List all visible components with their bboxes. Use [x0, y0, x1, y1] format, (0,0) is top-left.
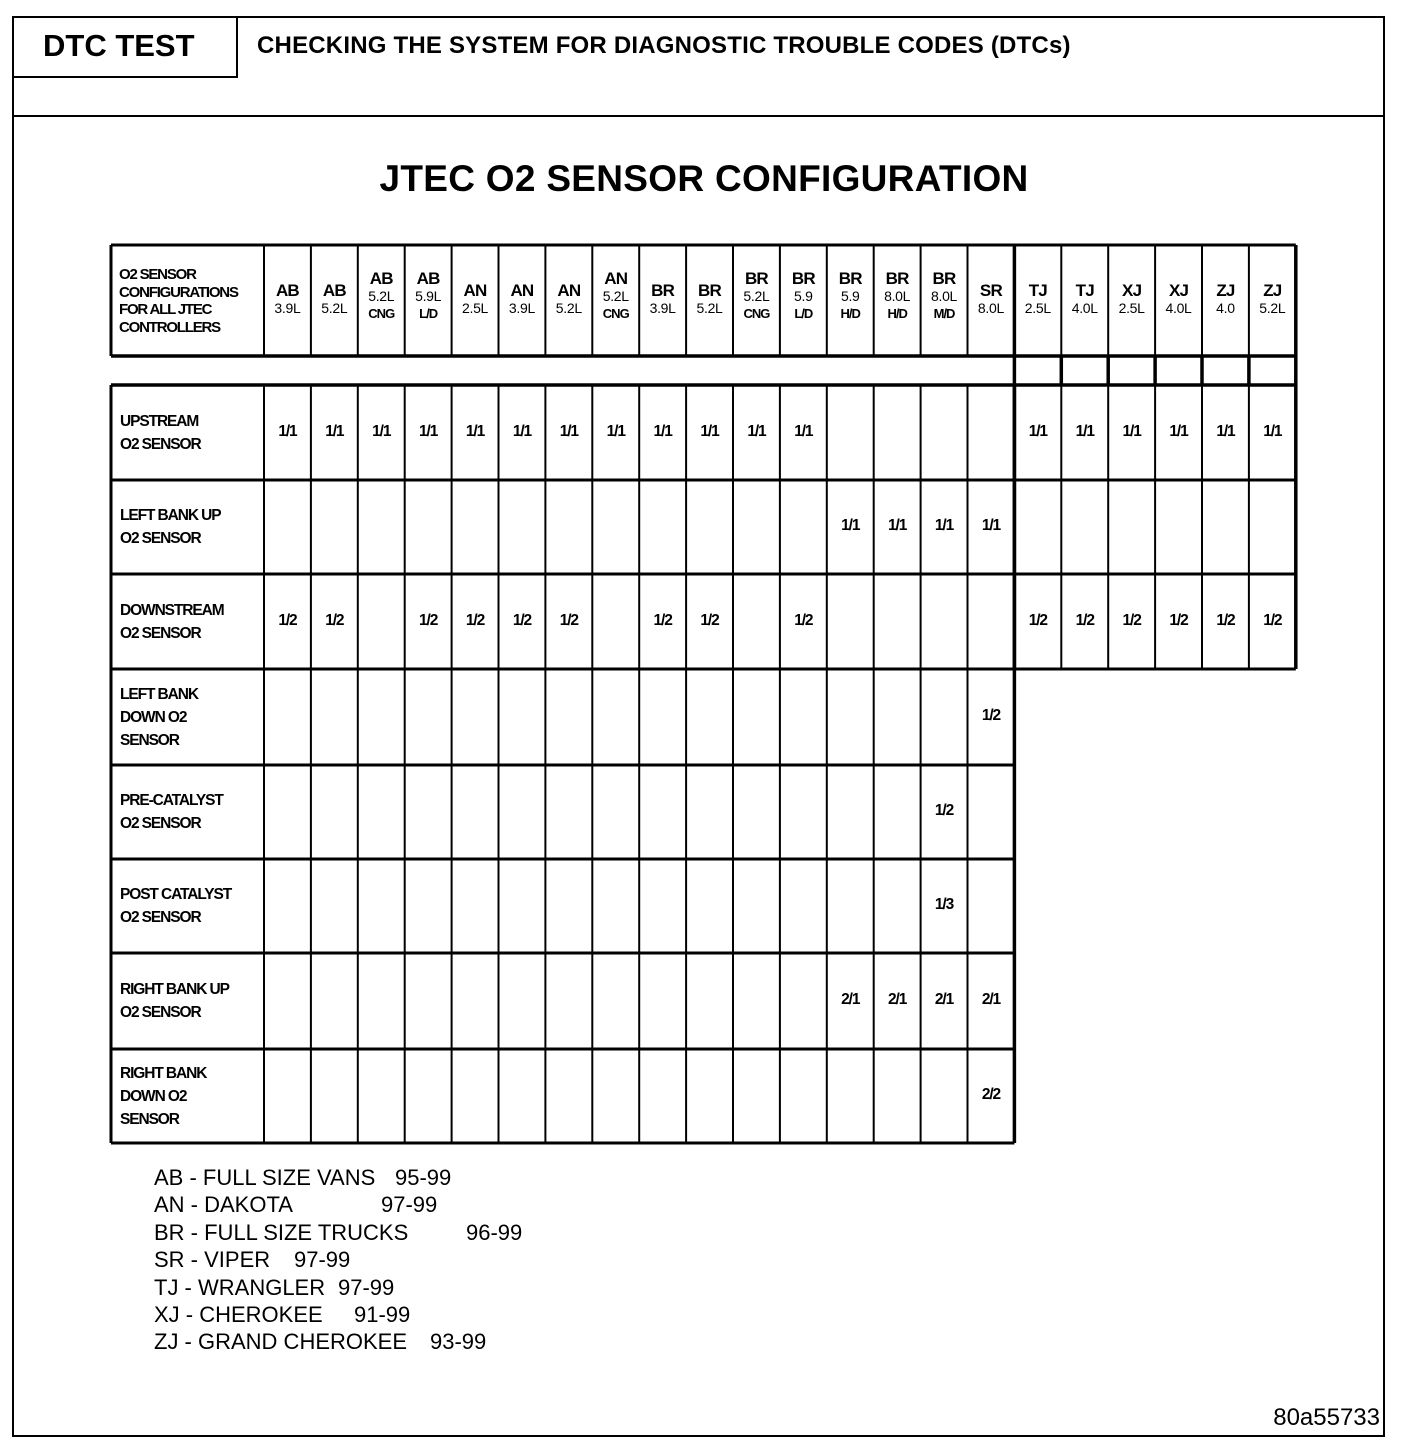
- table-cell: 1/1: [888, 517, 907, 534]
- corner-label-line: O2 SENSOR: [119, 266, 196, 283]
- column-code: AB: [275, 281, 299, 300]
- legend-years: 95-99: [395, 1165, 452, 1190]
- table-cell: 1/1: [653, 422, 672, 440]
- legend-item: [154, 1246, 522, 1273]
- column-detail: L/D: [419, 306, 438, 321]
- corner-label-line: CONFIGURATIONS: [119, 283, 238, 301]
- column-code: SR: [979, 281, 1002, 300]
- table-cell: 1/1: [1122, 422, 1141, 440]
- column-detail: CNG: [368, 306, 395, 321]
- table-cell: 1/2: [1075, 611, 1094, 629]
- column-detail: 2.5L: [1024, 300, 1051, 316]
- column-code: AN: [604, 269, 628, 288]
- legend-item: [154, 1219, 522, 1246]
- column-header: [499, 282, 546, 317]
- legend-item: [154, 1328, 522, 1355]
- column-detail: 5.9L: [415, 288, 442, 304]
- column-code: BR: [744, 269, 768, 288]
- table-cell: 1/1: [1169, 422, 1188, 440]
- column-detail: 5.2L: [368, 288, 395, 304]
- legend-item: [154, 1164, 522, 1191]
- row-label: [120, 410, 201, 456]
- column-detail: 4.0L: [1165, 300, 1192, 316]
- row-label-line: DOWN O2: [120, 1087, 187, 1105]
- column-detail: 5.2L: [555, 300, 582, 316]
- table-cell: 1/2: [981, 707, 1001, 724]
- column-header: [921, 270, 968, 322]
- table-corner-label: [119, 266, 238, 336]
- table-cell: 1/1: [325, 422, 344, 440]
- table-cell: 1/2: [934, 802, 954, 819]
- table-cell: 1/2: [794, 611, 813, 629]
- row-label-line: UPSTREAM: [120, 412, 199, 430]
- table-cell: 1/1: [606, 422, 625, 440]
- table-cell: 1/2: [1263, 611, 1282, 629]
- column-header: [780, 270, 827, 322]
- column-code: BR: [698, 281, 722, 300]
- legend-item: [154, 1191, 522, 1218]
- legend-years: 91-99: [354, 1302, 411, 1328]
- row-label-line: LEFT BANK: [120, 685, 198, 703]
- row-label-line: O2 SENSOR: [120, 624, 201, 642]
- column-detail: 3.9L: [508, 300, 535, 316]
- column-header: [405, 270, 452, 322]
- section-title: CHECKING THE SYSTEM FOR DIAGNOSTIC TROUBLE CODES (DTCs): [257, 32, 1071, 59]
- row-label-line: O2 SENSOR: [120, 1004, 201, 1021]
- column-code: BR: [885, 269, 909, 288]
- column-detail: 3.9L: [649, 300, 676, 316]
- table-cell: 1/1: [1075, 422, 1094, 440]
- column-header: [358, 270, 405, 322]
- column-header: [686, 282, 733, 317]
- column-code: BR: [838, 269, 862, 288]
- table-cell: 1/1: [465, 422, 485, 440]
- table-cell: 1/3: [934, 896, 954, 913]
- column-detail: 2.5L: [462, 300, 489, 316]
- column-code: AB: [322, 281, 346, 300]
- row-label-line: O2 SENSOR: [120, 815, 201, 832]
- page-title: JTEC O2 SENSOR CONFIGURATION: [379, 158, 1029, 199]
- row-label: [120, 504, 220, 550]
- table-cell: 2/1: [888, 991, 907, 1008]
- corner-label-line: CONTROLLERS: [119, 318, 220, 336]
- column-code: ZJ: [1216, 281, 1235, 300]
- row-label-line: O2 SENSOR: [120, 435, 201, 453]
- legend-model: BR - FULL SIZE TRUCKS: [154, 1219, 409, 1245]
- column-header: [1061, 282, 1108, 317]
- column-code: TJ: [1028, 281, 1047, 300]
- table-cell: 1/2: [1216, 611, 1235, 629]
- table-cell: 2/1: [841, 991, 860, 1008]
- column-header: [1155, 282, 1202, 317]
- row-label-line: RIGHT BANK UP: [120, 981, 229, 998]
- table-cell: 1/2: [325, 611, 344, 629]
- row-label-line: POST CATALYST: [120, 886, 232, 903]
- table-cell: 2/1: [981, 991, 1001, 1008]
- table-cell: 2/2: [981, 1086, 1001, 1103]
- column-header: [639, 282, 686, 317]
- column-detail: 4.0: [1216, 300, 1235, 316]
- column-header: [733, 270, 780, 322]
- column-detail: 8.0L: [977, 300, 1004, 316]
- column-code: AN: [463, 281, 487, 300]
- row-label-line: LEFT BANK UP: [120, 507, 221, 524]
- table-cell: 1/1: [372, 422, 391, 440]
- row-label: [120, 789, 223, 835]
- table-cell: 1/2: [419, 611, 438, 629]
- row-label: [120, 683, 198, 752]
- column-code: AB: [369, 269, 393, 288]
- legend-model: ZJ - GRAND CHEROKEE: [154, 1329, 408, 1355]
- table-cell: 1/2: [653, 611, 672, 629]
- column-detail: H/D: [887, 306, 907, 321]
- column-code: BR: [791, 269, 815, 288]
- column-header: [827, 270, 874, 322]
- table-cell: 2/1: [934, 991, 954, 1008]
- row-label: [120, 1062, 206, 1131]
- table-cell: 1/2: [512, 611, 532, 629]
- row-label-line: RIGHT BANK: [120, 1064, 207, 1082]
- legend-item: [154, 1274, 522, 1301]
- column-header: [545, 282, 592, 317]
- table-cell: 1/2: [1122, 611, 1141, 629]
- table-cell: 1/2: [465, 611, 485, 629]
- row-label-line: O2 SENSOR: [120, 530, 201, 547]
- column-detail: 5.9: [794, 288, 813, 304]
- column-header: [311, 282, 358, 317]
- legend-years: 93-99: [430, 1329, 487, 1355]
- table-cell: 1/2: [1169, 611, 1188, 629]
- section-label: DTC TEST: [12, 16, 238, 78]
- column-detail: 8.0L: [931, 288, 958, 304]
- legend-years: 96-99: [466, 1219, 523, 1245]
- column-header: [1202, 282, 1249, 317]
- table-cell: 1/1: [559, 422, 578, 440]
- table-cell: 1/1: [794, 422, 813, 440]
- column-detail: CNG: [743, 306, 770, 321]
- column-code: AN: [557, 281, 581, 300]
- legend-model: XJ - CHEROKEE: [154, 1302, 323, 1328]
- row-label-line: DOWN O2: [120, 708, 187, 726]
- table-cell: 1/1: [1028, 422, 1047, 440]
- legend-model: TJ - WRANGLER: [154, 1274, 326, 1300]
- column-code: AN: [510, 281, 534, 300]
- column-detail: M/D: [933, 306, 955, 321]
- table-cell: 1/1: [981, 517, 1001, 534]
- column-detail: 5.2L: [696, 300, 723, 316]
- row-label: [120, 883, 231, 929]
- column-detail: 2.5L: [1118, 300, 1145, 316]
- column-detail: 5.2L: [743, 288, 770, 304]
- column-code: ZJ: [1263, 281, 1282, 300]
- column-detail: 5.2L: [321, 300, 348, 316]
- column-code: XJ: [1122, 281, 1142, 300]
- column-header: [1108, 282, 1155, 317]
- corner-label-line: FOR ALL JTEC: [119, 301, 212, 318]
- table-cell: 1/2: [559, 611, 578, 629]
- column-detail: 3.9L: [274, 300, 301, 316]
- row-label-line: SENSOR: [120, 1110, 179, 1128]
- legend-years: 97-99: [381, 1192, 438, 1218]
- column-header: [264, 282, 311, 317]
- row-label: [120, 978, 229, 1024]
- column-code: XJ: [1168, 281, 1189, 300]
- table-cell: 1/1: [278, 422, 297, 440]
- legend-item: [154, 1301, 522, 1328]
- table-cell: 1/1: [512, 422, 532, 440]
- column-code: BR: [932, 269, 956, 288]
- column-detail: H/D: [840, 306, 860, 321]
- column-detail: 5.2L: [602, 288, 629, 304]
- column-header: [968, 282, 1015, 317]
- column-header: [592, 270, 639, 322]
- row-label-line: PRE-CATALYST: [120, 792, 223, 809]
- table-cell: 1/2: [278, 611, 297, 629]
- column-header: [452, 282, 499, 317]
- column-detail: CNG: [602, 306, 629, 321]
- table-cell: 1/1: [1216, 422, 1235, 440]
- column-header: [1249, 282, 1296, 317]
- legend-years: 97-99: [338, 1274, 395, 1300]
- legend-model: AN - DAKOTA: [154, 1192, 293, 1218]
- row-label: [120, 599, 224, 645]
- legend: [154, 1164, 522, 1356]
- column-detail: 4.0L: [1071, 300, 1098, 316]
- table-cell: 1/1: [934, 517, 954, 534]
- table-cell: 1/1: [419, 422, 438, 440]
- legend-model: AB - FULL SIZE VANS: [154, 1165, 376, 1190]
- table-cell: 1/2: [1028, 611, 1047, 629]
- row-label-line: DOWNSTREAM: [120, 601, 224, 619]
- table-cell: 1/1: [1263, 422, 1282, 440]
- legend-years: 97-99: [294, 1247, 351, 1273]
- column-code: AB: [416, 269, 440, 288]
- row-label-line: O2 SENSOR: [120, 909, 201, 926]
- column-header: [1014, 282, 1061, 317]
- table-cell: 1/1: [700, 422, 719, 440]
- column-header: [874, 270, 921, 322]
- column-code: BR: [651, 281, 675, 300]
- column-detail: 8.0L: [884, 288, 911, 304]
- column-detail: 5.2L: [1259, 300, 1286, 316]
- column-code: TJ: [1075, 281, 1094, 300]
- figure-id: 80a55733: [1273, 1404, 1380, 1431]
- table-cell: 1/1: [841, 517, 860, 534]
- table-cell: 1/2: [700, 611, 719, 629]
- column-detail: L/D: [794, 306, 813, 321]
- column-detail: 5.9: [840, 288, 860, 304]
- legend-model: SR - VIPER: [154, 1247, 271, 1273]
- row-label-line: SENSOR: [120, 731, 179, 749]
- table-cell: 1/1: [747, 422, 766, 440]
